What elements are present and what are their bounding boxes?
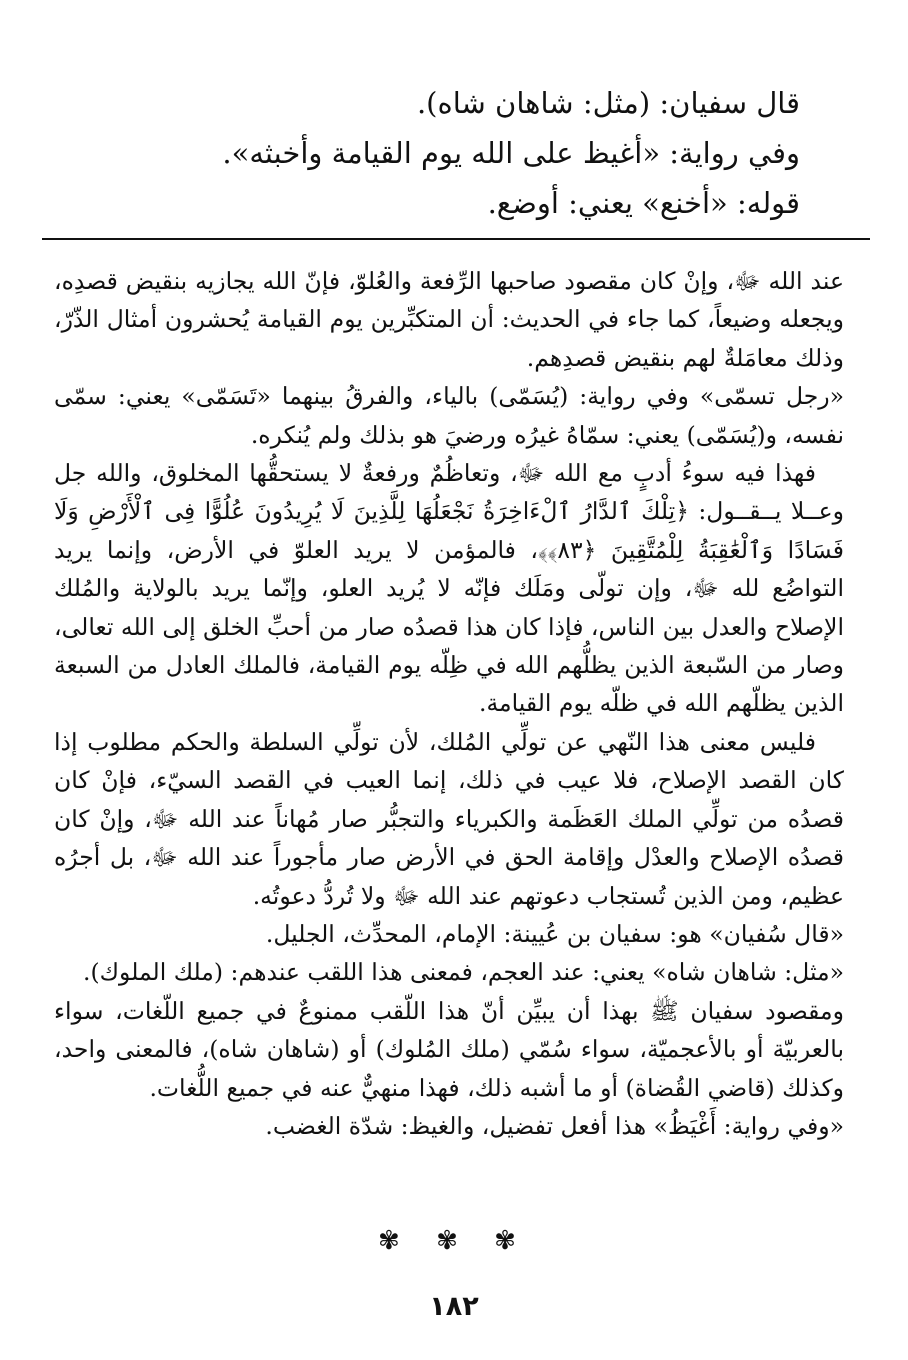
commentary-paragraph-3: فهذا فيه سوءُ أدبٍ مع الله ﷻ، وتعاظُمٌ ورفعةٌ لا يستحقُّها المخلوق، والله جل وعــلا يــقــول: ﴿تِلْكَ ٱلدَّارُ ٱلْءَاخِرَةُ نَجْعَلُهَا لِلَّذِينَ لَا يُرِيدُونَ عُلُوًّا فِى ٱلْأَرْضِ وَلَا فَسَادًا وَٱلْعَٰقِبَةُ لِلْمُتَّقِينَ ﴿٨٣﴾﴾، فالمؤمن لا يريد العلوّ في الأرض، وإنما يريد التواضُع لله ﷻ، وإن تولّى ومَلَك فإنّه لا يُريد العلو، وإنّما يريد بالولاية والمُلك الإصلاح والعدل بين الناس، فإذا كان هذا قصدُه صار من أحبِّ الخلق إلى الله تعالى، وصار من السّبعة الذين يظلُّهم الله في ظِلّه يوم القيامة، فالملك العادل من السبعة الذين يظلّهم الله في ظلّه يوم القيامة. <box>54 459 844 718</box>
horizontal-rule <box>42 238 870 240</box>
commentary <box>54 262 844 1145</box>
commentary-paragraph-2: «رجل تسمّى» وفي رواية: (يُسَمّى) بالياء، والفرقُ بينهما «تَسَمّى» يعني: سمّى نفسه، و(يُسَمّى) يعني: سمّاهُ غيرُه ورضيَ هو بذلك ولم يُنكره. <box>54 382 844 449</box>
commentary-paragraph-8: «وفي رواية: أَغْيَظُ» هذا أفعل تفضيل، والغيظ: شدّة الغضب. <box>265 1111 844 1140</box>
commentary-paragraph-1: عند الله ﷻ، وإنْ كان مقصود صاحبها الرِّفعة والعُلوّ، فإنّ الله يجازيه بنقيض قصدِه، ويجعله وضيعاً، كما جاء في الحديث: أن المتكبِّرين يوم القيامة يُحشرون أمثال الذّرّ، وذلك معامَلةٌ لهم بنقيض قصدِهم. <box>54 267 844 372</box>
commentary-paragraph-7: ومقصود سفيان ﷺ بهذا أن يبيِّن أنّ هذا اللّقب ممنوعٌ في جميع اللّغات، سواء بالعربيّة أو بالأعجميّة، سواء سُمّي (ملك المُلوك) أو (شاهان شاه)، فالمعنى واحد، وكذلك (قاضي القُضاة) أو ما أشبه ذلك، فهذا منهيٌّ عنه في جميع اللُّغات. <box>54 996 844 1102</box>
section-separator: ✾ ✾ ✾ <box>378 1226 530 1256</box>
commentary-paragraph-6: «مثل: شاهان شاه» يعني: عند العجم، فمعنى هذا اللقب عندهم: (ملك الملوك). <box>83 958 844 987</box>
main-text <box>100 78 800 228</box>
commentary-paragraph-5: «قال سُفيان» هو: سفيان بن عُيينة: الإمام، المحدِّث، الجليل. <box>265 919 844 948</box>
main-text-line-3: قوله: «أخنع» يعني: أوضع. <box>487 186 800 220</box>
main-text-line-1: قال سفيان: (مثل: شاهان شاه). <box>416 86 800 120</box>
commentary-paragraph-4: فليس معنى هذا النّهي عن تولِّي المُلك، لأن تولِّي السلطة والحكم مطلوب إذا كان القصد الإصلاح، فلا عيب في ذلك، إنما العيب في القصد السيّء، فإنْ كان قصدُه من تولِّي الملك العَظَمة والكبرياء والتجبُّر صار مُهاناً عند الله ﷻ، وإنْ كان قصدُه الإصلاح والعدْل وإقامة الحق في الأرض صار مأجوراً عند الله ﷻ، بل أجرُه عظيم، ومن الذين تُستجاب دعوتهم عند الله ﷻ ولا تُردُّ دعوتُه. <box>54 727 844 910</box>
main-text-line-2: وفي رواية: «أغيظ على الله يوم القيامة وأخبثه». <box>222 136 800 170</box>
page-number: ١٨٢ <box>429 1291 479 1322</box>
